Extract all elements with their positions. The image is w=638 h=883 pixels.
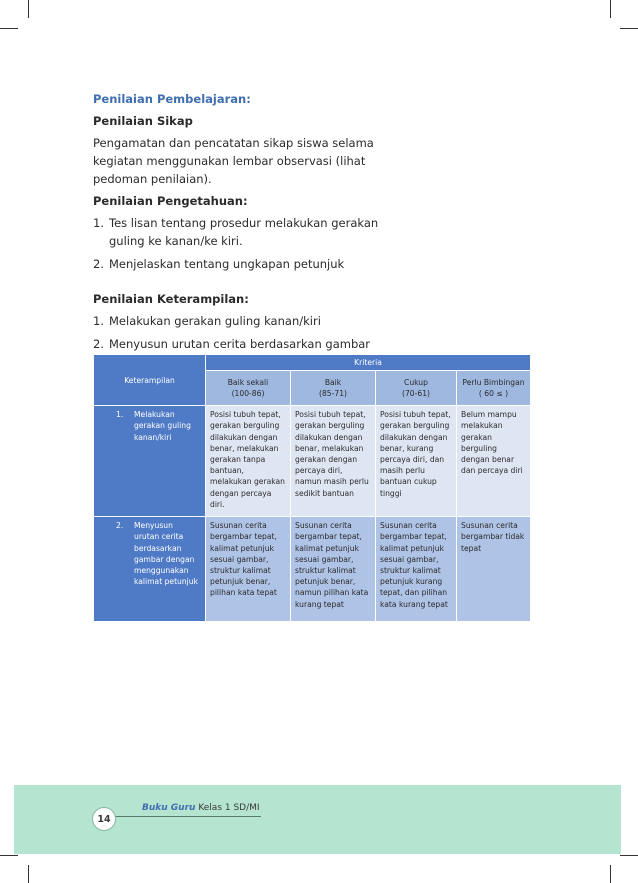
level-header: Baik sekali (100-86): [206, 371, 291, 406]
level-header: Baik (85-71): [291, 371, 376, 406]
crop-mark: [28, 0, 29, 18]
criteria-cell: Posisi tubuh tepat, gerakan berguling dilakukan dengan benar, kurang percaya diri, dan masih perlu bantuan cukup tinggi: [376, 406, 457, 517]
criteria-cell: Susunan cerita bergambar tepat, kalimat petunjuk sesuai gambar, struktur kalimat petunjuk benar, pilihan kata tepat: [206, 517, 291, 622]
crop-mark: [0, 28, 18, 29]
crop-mark: [620, 855, 638, 856]
keterampilan-heading: Penilaian Keterampilan:: [93, 292, 249, 306]
sikap-heading: Penilaian Sikap: [93, 114, 193, 128]
book-brand: Buku Guru: [142, 803, 196, 813]
list-item: 2. Menjelaskan tentang ungkapan petunjuk: [93, 257, 345, 271]
crop-mark: [0, 855, 18, 856]
criteria-cell: Posisi tubuh tepat, gerakan berguling dilakukan dengan benar, melakukan gerakan tanpa bantuan, melakukan gerakan dengan percaya diri.: [206, 406, 291, 517]
criteria-cell: Susunan cerita bergambar tepat, kalimat petunjuk sesuai gambar, struktur kalimat petunjuk benar, namun pilihan kata kurang tepat: [291, 517, 376, 622]
book-subtitle: Kelas 1 SD/MI: [198, 803, 260, 813]
table-row: [94, 406, 531, 517]
list-item: 2. Menyusun urutan cerita berdasarkan gambar: [93, 337, 371, 351]
crop-mark: [610, 865, 611, 883]
crop-mark: [620, 28, 638, 29]
criteria-cell: Susunan cerita bergambar tepat, kalimat petunjuk sesuai gambar, struktur kalimat petunjuk kurang tepat, dan pilihan kata kurang tepat: [376, 517, 457, 622]
pengetahuan-heading: Penilaian Pengetahuan:: [93, 194, 248, 208]
rubric-table: [93, 354, 531, 622]
criteria-cell: Susunan cerita bergambar tidak tepat: [457, 517, 531, 622]
level-header: Perlu Bimbingan ( 60 ≤ ): [457, 371, 531, 406]
level-header: Cukup (70-61): [376, 371, 457, 406]
criteria-cell: Belum mampu melakukan gerakan berguling dengan benar dan percaya diri: [457, 406, 531, 517]
page-number: 14: [92, 807, 116, 831]
section-title: Penilaian Pembelajaran:: [93, 92, 251, 106]
footer-divider: [113, 816, 261, 817]
crop-mark: [28, 865, 29, 883]
list-item: 1. Melakukan gerakan guling kanan/kiri: [93, 314, 321, 328]
table-row: [94, 517, 531, 622]
skill-cell: 1. Melakukan gerakan guling kanan/kiri: [94, 406, 206, 517]
skill-cell: 2. Menyusun urutan cerita berdasarkan gambar dengan menggunakan kalimat petunjuk: [94, 517, 206, 622]
col-keterampilan-header: Keterampilan: [94, 355, 206, 406]
criteria-cell: Posisi tubuh tepat, gerakan berguling dilakukan dengan benar, melakukan gerakan dengan percaya diri, namun masih perlu sedikit bantuan: [291, 406, 376, 517]
table-header-row: [94, 355, 531, 371]
col-kriteria-header: Kriteria: [206, 355, 531, 371]
crop-mark: [610, 0, 611, 18]
assessment-section: [93, 92, 493, 376]
footer-title: [142, 803, 260, 813]
sikap-text: Pengamatan dan pencatatan sikap siswa selama kegiatan menggunakan lembar observasi (lihat pedoman penilaian).: [93, 136, 374, 186]
list-item: 1. Tes lisan tentang prosedur melakukan gerakan guling ke kanan/ke kiri.: [93, 216, 379, 248]
